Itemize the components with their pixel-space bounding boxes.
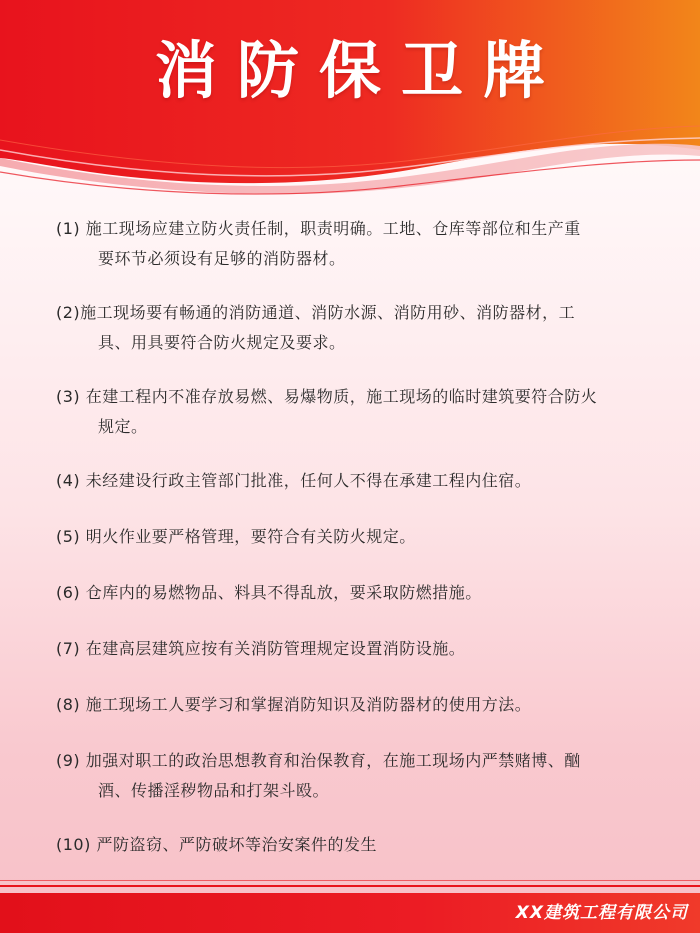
rule-text: 施工现场应建立防火责任制，职责明确。工地、仓库等部位和生产重 <box>85 219 581 238</box>
rule-line <box>56 382 660 412</box>
rule-line <box>56 466 660 496</box>
rule-number: (2) <box>56 303 81 322</box>
rule-number: (1) <box>56 219 81 238</box>
rule-line <box>56 746 660 776</box>
rule-text-continued: 要环节必须设有足够的消防器材。 <box>98 249 346 268</box>
rule-item-8 <box>56 690 660 720</box>
rule-number: (10) <box>56 835 91 854</box>
rule-text: 加强对职工的政治思想教育和治保教育，在施工现场内严禁赌博、酗 <box>85 751 581 770</box>
rule-number: (3) <box>56 387 81 406</box>
company-name: XX建筑工程有限公司 <box>515 903 688 923</box>
rule-text: 施工现场要有畅通的消防通道、消防水源、消防用砂、消防器材，工 <box>80 303 576 322</box>
rule-number: (7) <box>56 639 81 658</box>
rule-item-3 <box>56 382 660 442</box>
rule-item-7 <box>56 634 660 664</box>
rule-line <box>56 298 660 328</box>
rule-number: (5) <box>56 527 81 546</box>
rule-text-continued: 具、用具要符合防火规定及要求。 <box>98 333 346 352</box>
rule-text: 施工现场工人要学习和掌握消防知识及消防器材的使用方法。 <box>85 695 532 714</box>
rule-text: 在建工程内不准存放易燃、易爆物质，施工现场的临时建筑要符合防火 <box>85 387 598 406</box>
footer-divider <box>0 885 700 887</box>
rule-item-2 <box>56 298 660 358</box>
rule-item-5 <box>56 522 660 552</box>
rule-text: 明火作业要严格管理，要符合有关防火规定。 <box>85 527 416 546</box>
rule-number: (4) <box>56 471 81 490</box>
rule-line <box>56 214 660 244</box>
rule-text: 在建高层建筑应按有关消防管理规定设置消防设施。 <box>85 639 466 658</box>
poster-title: 消防保卫牌 <box>154 34 565 107</box>
rule-item-6 <box>56 578 660 608</box>
rule-number: (9) <box>56 751 81 770</box>
rule-text: 严防盗窃、严防破坏等治安案件的发生 <box>96 835 377 854</box>
rule-item-10 <box>56 830 660 860</box>
rule-item-1 <box>56 214 660 274</box>
rule-line <box>56 634 660 664</box>
rule-line <box>56 690 660 720</box>
rule-text-continued: 规定。 <box>98 417 148 436</box>
rule-item-9 <box>56 746 660 806</box>
rule-number: (6) <box>56 583 81 602</box>
rule-number: (8) <box>56 695 81 714</box>
rule-line <box>56 578 660 608</box>
footer-divider-thin <box>0 880 700 881</box>
rule-text: 仓库内的易燃物品、料具不得乱放，要采取防燃措施。 <box>85 583 482 602</box>
rule-line <box>56 830 660 860</box>
rule-item-4 <box>56 466 660 496</box>
rule-text: 未经建设行政主管部门批准，任何人不得在承建工程内住宿。 <box>85 471 532 490</box>
rule-line <box>56 522 660 552</box>
rule-text-continued: 酒、传播淫秽物品和打架斗殴。 <box>98 781 330 800</box>
